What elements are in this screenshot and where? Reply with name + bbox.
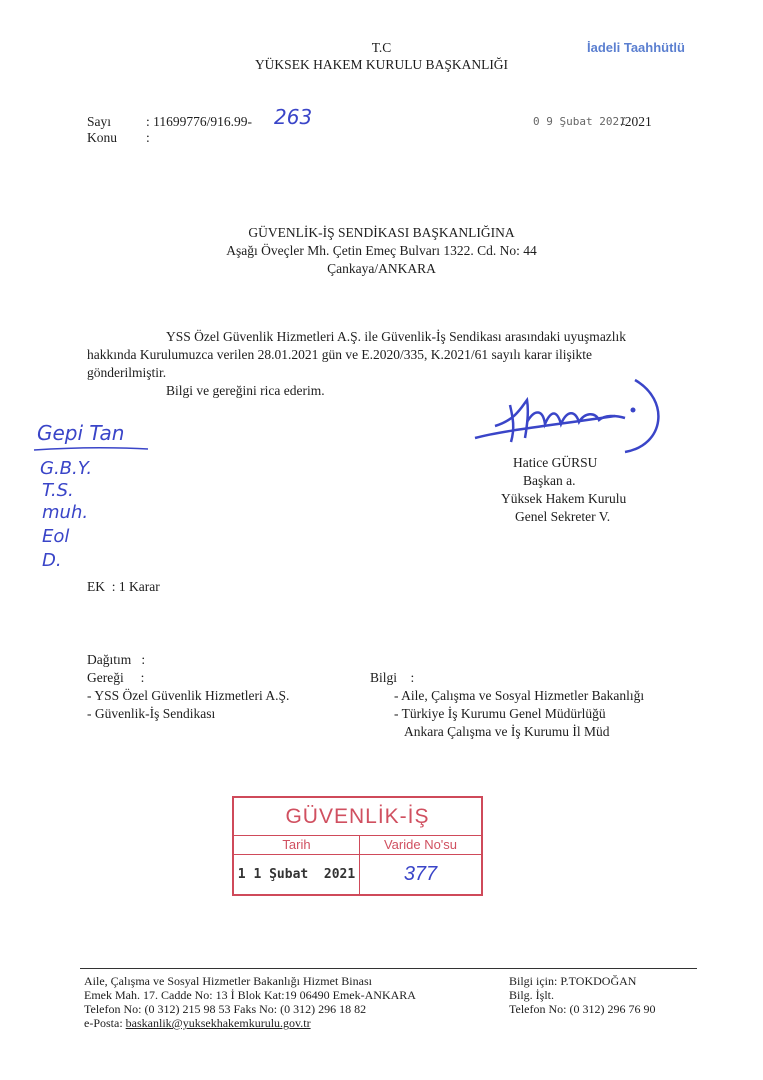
- konu-value: :: [146, 130, 150, 145]
- footer-divider: [80, 968, 697, 969]
- body-line-1: YSS Özel Güvenlik Hizmetleri A.Ş. ile Güvenlik-İş Sendikası arasındaki uyuşmazlık: [166, 329, 627, 344]
- receipt-stamp-number: 377: [403, 863, 438, 885]
- footer-address-2: Emek Mah. 17. Cadde No: 13 İ Blok Kat:19 06490 Emek-ANKARA: [84, 988, 416, 1002]
- body-line-4: Bilgi ve gereğini rica ederim.: [166, 383, 325, 398]
- distribution-gereği-item-2: - Güvenlik-İş Sendikası: [87, 706, 216, 721]
- handwritten-note-4: muh.: [42, 502, 89, 523]
- sayi-value: : 11699776/916.99-: [146, 114, 252, 129]
- handwritten-underline: [32, 444, 152, 454]
- signature-image: [465, 360, 675, 460]
- footer-contact-title: Bilg. İşlt.: [509, 988, 555, 1002]
- recipient-name: GÜVENLİK-İŞ SENDİKASI BAŞKANLIĞINA: [248, 225, 515, 240]
- header-institution: YÜKSEK HAKEM KURULU BAŞKANLIĞI: [254, 57, 509, 72]
- handwritten-note-3: T.S.: [42, 480, 74, 501]
- footer-email-link[interactable]: baskanlik@yuksekhakemkurulu.gov.tr: [125, 1016, 311, 1030]
- distribution-title: Dağıtım :: [87, 652, 146, 667]
- distribution-bilgi-item-1: - Aile, Çalışma ve Sosyal Hizmetler Bakanlığı: [394, 688, 645, 703]
- body-line-2: hakkında Kurulumuzca verilen 28.01.2021 gün ve E.2020/335, K.2021/61 sayılı karar ilişikte: [87, 347, 593, 362]
- footer-contact-phone: Telefon No: (0 312) 296 76 90: [509, 1002, 656, 1016]
- receipt-stamp: [232, 796, 483, 896]
- date-stamp: 0 9 Şubat 2021: [533, 115, 626, 128]
- distribution-bilgi-item-3: Ankara Çalışma ve İş Kurumu İl Müd: [404, 724, 610, 739]
- recipient-address-2: Çankaya/ANKARA: [327, 261, 436, 276]
- footer-contact-person: Bilgi için: P.TOKDOĞAN: [509, 974, 637, 988]
- distribution-bilgi-label: Bilgi :: [370, 670, 415, 685]
- footer-address-1: Aile, Çalışma ve Sosyal Hizmetler Bakanlığı Hizmet Binası: [84, 974, 372, 988]
- footer-email-label: e-Posta:: [84, 1016, 126, 1030]
- sayi-label: Sayı: [87, 114, 112, 129]
- receipt-stamp-number-header: Varide No'su: [383, 837, 458, 852]
- handwritten-note-6: D.: [42, 550, 62, 571]
- signatory-name: Hatice GÜRSU: [513, 455, 598, 470]
- distribution-gereği-item-1: - YSS Özel Güvenlik Hizmetleri A.Ş.: [87, 688, 290, 703]
- footer-email-row: [84, 1016, 311, 1030]
- handwritten-note-5: Eol: [42, 526, 70, 547]
- header-tc: T.C: [371, 40, 392, 55]
- signatory-title-1: Başkan a.: [523, 473, 576, 488]
- distribution-bilgi-item-2: - Türkiye İş Kurumu Genel Müdürlüğü: [394, 706, 606, 721]
- receipt-stamp-date-header: Tarih: [282, 837, 311, 852]
- registered-mail-stamp: İadeli Taahhütlü: [587, 40, 685, 55]
- receipt-stamp-date: 1 1 Şubat 2021: [237, 867, 356, 882]
- attachment: EK : 1 Karar: [87, 579, 160, 594]
- handwritten-note-1: Gepi Tan: [37, 421, 125, 445]
- konu-label: Konu: [87, 130, 117, 145]
- footer-phone-fax: Telefon No: (0 312) 215 98 53 Faks No: (0 312) 296 18 82: [84, 1002, 367, 1016]
- sayi-handwritten-number: 263: [274, 105, 313, 129]
- body-line-3: gönderilmiştir.: [87, 365, 167, 380]
- recipient-address-1: Aşağı Öveçler Mh. Çetin Emeç Bulvarı 1322. Cd. No: 44: [226, 243, 537, 258]
- distribution-gereği-label: Gereği :: [87, 670, 145, 685]
- receipt-stamp-title: GÜVENLİK-İŞ: [234, 798, 481, 836]
- signatory-title-2: Yüksek Hakem Kurulu: [501, 491, 627, 506]
- handwritten-note-2: G.B.Y.: [40, 458, 93, 479]
- signatory-title-3: Genel Sekreter V.: [515, 509, 611, 524]
- date-suffix: /2021: [621, 114, 652, 129]
